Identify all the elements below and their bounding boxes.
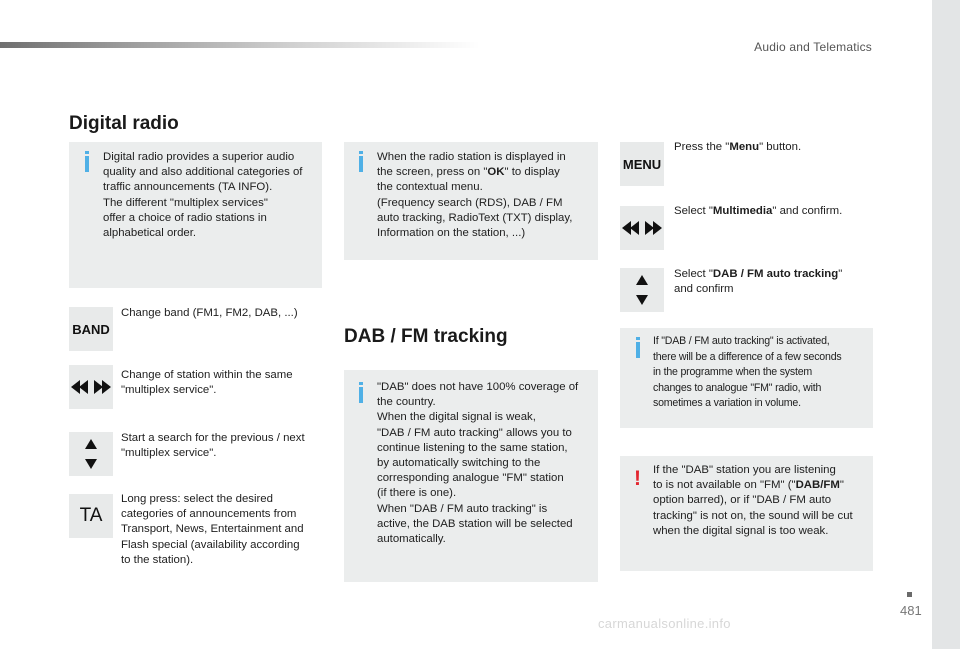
step-press-menu: Press the "Menu" button.	[674, 141, 802, 153]
control-description-search: Start a search for the previous / next "multiplex service".	[121, 432, 305, 460]
up-down-buttons-icon	[620, 268, 664, 312]
up-down-buttons-icon	[69, 432, 113, 476]
menu-button-icon	[620, 142, 664, 186]
seek-buttons-icon	[620, 206, 664, 250]
info-text-auto-tracking: If "DAB / FM auto tracking" is activated, there will be a difference of a few seconds in the programme when the system changes to analogue "FM" radio, with sometimes a variation in volume.	[653, 335, 842, 410]
band-button-icon	[69, 307, 113, 351]
info-icon	[636, 342, 640, 358]
ta-button-icon	[69, 494, 113, 538]
info-text-contextual-menu: When the radio station is displayed in the screen, press on "OK" to display the contextual menu. (Frequency search (RDS), DAB / FM auto tracking, RadioText (TXT) display, Information on the station, ...)	[377, 151, 573, 240]
warning-icon: !	[634, 467, 641, 490]
info-icon-dot	[636, 337, 640, 340]
info-icon	[85, 156, 89, 172]
step-select-multimedia: Select "Multimedia" and confirm.	[674, 205, 843, 217]
seek-buttons-icon	[69, 365, 113, 409]
menu-icon: MENU	[622, 156, 662, 172]
seek-arrows-icon	[69, 377, 113, 397]
section-title-dab-fm-tracking: DAB / FM tracking	[344, 326, 508, 347]
header-gradient-bar	[0, 42, 480, 48]
chapter-title: Audio and Telematics	[754, 40, 872, 54]
watermark: carmanualsonline.info	[598, 616, 731, 631]
info-box-digital-radio	[69, 142, 322, 288]
info-box-dab-coverage	[344, 370, 598, 582]
info-text-dab-coverage: "DAB" does not have 100% coverage of the country. When the digital signal is weak, "DAB / FM auto tracking" allows you to continue listening to the same station, by automatically switching to the corresponding analogue "FM" station (if there is one). When "DAB / FM auto tracking" is active, the DAB station will be selected automatically.	[377, 381, 579, 546]
seek-arrows-icon	[620, 218, 664, 238]
control-description-seek: Change of station within the same "multiplex service".	[121, 369, 293, 397]
info-icon-dot	[359, 151, 363, 154]
info-box-auto-tracking	[620, 328, 873, 428]
info-box-contextual-menu	[344, 142, 598, 260]
control-description-band: Change band (FM1, FM2, DAB, ...)	[121, 307, 298, 319]
ta-icon: TA	[79, 505, 103, 526]
info-icon	[359, 387, 363, 403]
section-title-digital-radio: Digital radio	[69, 113, 179, 134]
up-down-arrows-icon	[83, 436, 99, 472]
up-down-arrows-icon	[634, 272, 650, 308]
warning-box-dab-fm	[620, 456, 873, 571]
info-icon-dot	[85, 151, 89, 154]
page-edge-strip	[932, 0, 960, 649]
warning-text-dab-fm: If the "DAB" station you are listening to is not available on "FM" ("DAB/FM" option barred), or if "DAB / FM auto tracking" is not on, the sound will be cut when the digital signal is too weak.	[653, 464, 853, 537]
info-icon	[359, 156, 363, 172]
control-description-ta: Long press: select the desired categories of announcements from Transport, News, Entertainment and Flash special (availability according to the station).	[121, 493, 304, 566]
page-marker	[907, 592, 912, 597]
info-text-digital-radio: Digital radio provides a superior audio quality and also additional categories of traffic announcements (TA INFO). The different "multiplex services" offer a choice of radio stations in alphabetical order.	[103, 151, 303, 240]
band-icon: BAND	[72, 321, 110, 337]
info-icon-dot	[359, 382, 363, 385]
step-select-dab-fm: Select "DAB / FM auto tracking" and confirm	[674, 268, 843, 296]
page-number: 481	[900, 603, 922, 618]
